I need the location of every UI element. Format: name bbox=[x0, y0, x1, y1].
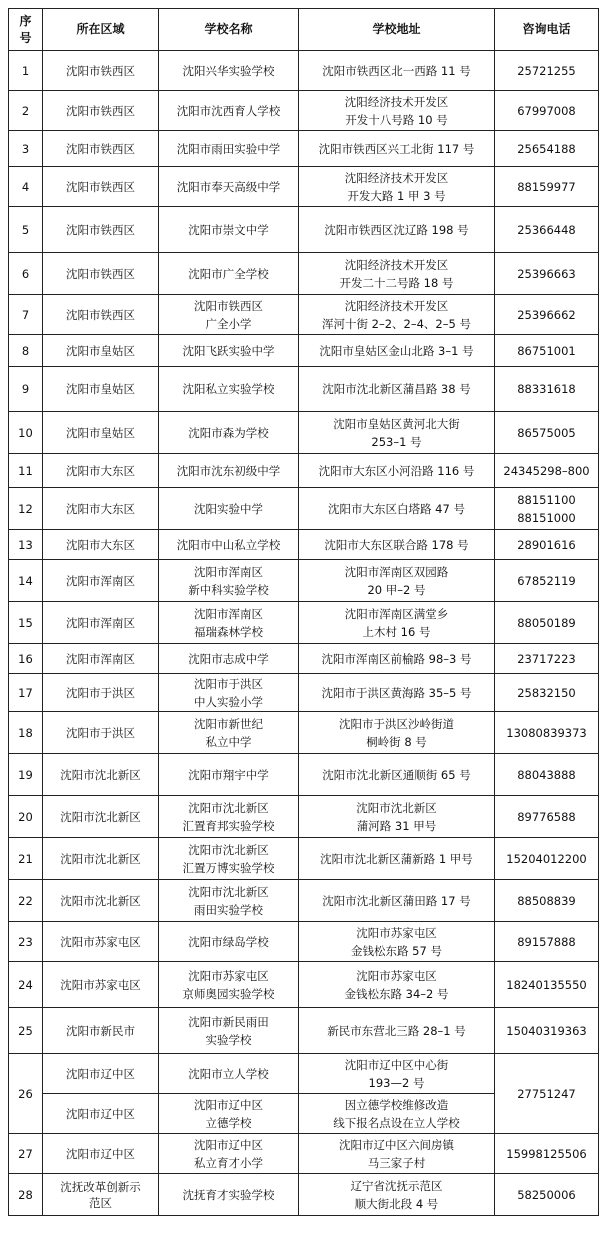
cell-address bbox=[299, 253, 495, 295]
cell-address bbox=[299, 602, 495, 644]
address-line: 顺大街北段 4 号 bbox=[354, 1196, 439, 1211]
cell-phone bbox=[495, 131, 599, 167]
school-name-line: 沈阳实验中学 bbox=[194, 501, 263, 516]
cell-area: 沈阳市大东区 bbox=[43, 454, 159, 488]
phone-line: 88508839 bbox=[517, 893, 576, 908]
school-name-line: 沈阳飞跃实验中学 bbox=[182, 343, 275, 358]
table-row bbox=[9, 367, 599, 412]
cell-address bbox=[299, 796, 495, 838]
header-area: 所在区域 bbox=[43, 9, 159, 51]
school-name-line: 福瑞森林学校 bbox=[194, 624, 263, 639]
phone-line: 25396663 bbox=[517, 266, 576, 281]
table-row bbox=[9, 91, 599, 131]
cell-address bbox=[299, 51, 495, 91]
school-name-line: 沈阳市立人学校 bbox=[188, 1066, 269, 1081]
cell-phone bbox=[495, 1134, 599, 1174]
cell-area: 沈阳市沈北新区 bbox=[43, 796, 159, 838]
address-line: 因立德学校维修改造 bbox=[344, 1097, 449, 1112]
school-name-line: 沈阳市雨田实验中学 bbox=[176, 141, 281, 156]
address-line: 沈阳市浑南区双园路 bbox=[344, 564, 449, 579]
school-name-line: 沈阳市浑南区 bbox=[194, 606, 263, 621]
cell-school bbox=[159, 207, 299, 253]
address-line: 开发十八号路 10 号 bbox=[345, 112, 448, 127]
cell-seq: 14 bbox=[9, 560, 43, 602]
school-name-line: 沈阳市沈北新区 bbox=[188, 842, 269, 857]
cell-phone bbox=[495, 1008, 599, 1054]
address-line: 20 甲–2 号 bbox=[367, 582, 426, 597]
cell-address bbox=[299, 1054, 495, 1094]
header-school: 学校名称 bbox=[159, 9, 299, 51]
phone-line: 13080839373 bbox=[506, 725, 587, 740]
table-row bbox=[9, 1134, 599, 1174]
cell-school bbox=[159, 644, 299, 674]
cell-area: 沈阳市铁西区 bbox=[43, 295, 159, 335]
cell-school bbox=[159, 1054, 299, 1094]
address-line: 沈阳市沈北新区 bbox=[356, 800, 437, 815]
cell-seq: 28 bbox=[9, 1174, 43, 1216]
address-line: 沈阳市皇姑区金山北路 3–1 号 bbox=[319, 343, 474, 358]
address-line: 沈阳市大东区小河沿路 116 号 bbox=[318, 463, 475, 478]
phone-line: 25832150 bbox=[517, 685, 576, 700]
cell-area: 沈阳市于洪区 bbox=[43, 674, 159, 712]
phone-line: 18240135550 bbox=[506, 977, 587, 992]
school-name-line: 沈阳市浑南区 bbox=[194, 564, 263, 579]
address-line: 253–1 号 bbox=[371, 434, 422, 449]
phone-line: 15040319363 bbox=[506, 1023, 587, 1038]
cell-area: 沈阳市浑南区 bbox=[43, 644, 159, 674]
cell-seq: 25 bbox=[9, 1008, 43, 1054]
cell-phone bbox=[495, 253, 599, 295]
cell-seq: 15 bbox=[9, 602, 43, 644]
address-line: 沈阳市沈北新区蒲新路 1 甲号 bbox=[320, 851, 473, 866]
address-line: 沈阳市浑南区前榆路 98–3 号 bbox=[321, 651, 472, 666]
cell-seq: 9 bbox=[9, 367, 43, 412]
cell-phone bbox=[495, 91, 599, 131]
cell-area: 沈阳市皇姑区 bbox=[43, 335, 159, 367]
cell-seq: 16 bbox=[9, 644, 43, 674]
cell-phone bbox=[495, 488, 599, 530]
school-name-line: 沈阳市奉天高级中学 bbox=[176, 179, 281, 194]
phone-line: 88159977 bbox=[517, 179, 576, 194]
cell-area: 沈阳市大东区 bbox=[43, 488, 159, 530]
cell-school bbox=[159, 51, 299, 91]
cell-school bbox=[159, 295, 299, 335]
school-name-line: 沈阳市新世纪 bbox=[194, 716, 263, 731]
table-row bbox=[9, 1054, 599, 1094]
cell-address bbox=[299, 922, 495, 962]
cell-seq: 11 bbox=[9, 454, 43, 488]
cell-seq: 18 bbox=[9, 712, 43, 754]
cell-address bbox=[299, 754, 495, 796]
cell-phone bbox=[495, 367, 599, 412]
cell-phone bbox=[495, 207, 599, 253]
cell-seq: 6 bbox=[9, 253, 43, 295]
cell-address bbox=[299, 838, 495, 880]
cell-seq: 21 bbox=[9, 838, 43, 880]
table-row bbox=[9, 1008, 599, 1054]
phone-line: 25721255 bbox=[517, 63, 576, 78]
cell-school bbox=[159, 838, 299, 880]
cell-school bbox=[159, 335, 299, 367]
cell-address bbox=[299, 367, 495, 412]
cell-school bbox=[159, 922, 299, 962]
address-line: 沈阳经济技术开发区 bbox=[344, 257, 449, 272]
address-line: 沈阳市铁西区兴工北街 117 号 bbox=[318, 141, 475, 156]
cell-school bbox=[159, 131, 299, 167]
cell-area: 沈阳市苏家屯区 bbox=[43, 962, 159, 1008]
cell-seq: 7 bbox=[9, 295, 43, 335]
address-line: 沈阳市浑南区满堂乡 bbox=[344, 606, 449, 621]
address-line: 沈阳经济技术开发区 bbox=[344, 94, 449, 109]
table-row bbox=[9, 51, 599, 91]
table-body bbox=[9, 51, 599, 1216]
phone-line: 23717223 bbox=[517, 651, 576, 666]
school-name-line: 沈阳市辽中区 bbox=[194, 1097, 263, 1112]
school-name-line: 沈阳市于洪区 bbox=[194, 676, 263, 691]
phone-line: 88050189 bbox=[517, 615, 576, 630]
table-row bbox=[9, 295, 599, 335]
cell-phone bbox=[495, 838, 599, 880]
school-list-table-wrapper bbox=[8, 8, 599, 1216]
cell-area: 沈阳市皇姑区 bbox=[43, 367, 159, 412]
school-name-line: 沈阳市沈北新区 bbox=[188, 884, 269, 899]
cell-school bbox=[159, 530, 299, 560]
cell-seq: 27 bbox=[9, 1134, 43, 1174]
cell-school bbox=[159, 367, 299, 412]
phone-line: 28901616 bbox=[517, 537, 576, 552]
cell-area: 沈阳市沈北新区 bbox=[43, 754, 159, 796]
cell-address bbox=[299, 335, 495, 367]
cell-seq: 10 bbox=[9, 412, 43, 454]
phone-line: 88043888 bbox=[517, 767, 576, 782]
cell-area: 沈阳市浑南区 bbox=[43, 602, 159, 644]
cell-seq: 17 bbox=[9, 674, 43, 712]
cell-phone bbox=[495, 560, 599, 602]
cell-seq: 13 bbox=[9, 530, 43, 560]
school-name-line: 实验学校 bbox=[205, 1032, 252, 1047]
address-line: 沈阳经济技术开发区 bbox=[344, 170, 449, 185]
table-row bbox=[9, 602, 599, 644]
school-name-line: 汇置育邦实验学校 bbox=[182, 818, 275, 833]
address-line: 马三家子村 bbox=[367, 1155, 426, 1170]
cell-phone bbox=[495, 167, 599, 207]
address-line: 沈阳市苏家屯区 bbox=[356, 968, 437, 983]
address-line: 金钱松东路 34–2 号 bbox=[344, 986, 449, 1001]
phone-line: 25366448 bbox=[517, 222, 576, 237]
table-row bbox=[9, 712, 599, 754]
address-line: 辽宁省沈抚示范区 bbox=[350, 1178, 443, 1193]
address-line: 沈阳市大东区白塔路 47 号 bbox=[328, 501, 465, 516]
cell-phone bbox=[495, 962, 599, 1008]
school-name-line: 广全小学 bbox=[205, 316, 252, 331]
cell-address bbox=[299, 1008, 495, 1054]
cell-address bbox=[299, 962, 495, 1008]
address-line: 沈阳市于洪区沙岭街道 bbox=[339, 716, 454, 731]
cell-phone bbox=[495, 754, 599, 796]
cell-phone bbox=[495, 712, 599, 754]
cell-area: 沈阳市大东区 bbox=[43, 530, 159, 560]
cell-address bbox=[299, 712, 495, 754]
school-name-line: 京师奥园实验学校 bbox=[182, 986, 275, 1001]
phone-line: 89157888 bbox=[517, 934, 576, 949]
cell-area: 沈阳市浑南区 bbox=[43, 560, 159, 602]
address-line: 沈阳市沈北新区通顺街 65 号 bbox=[322, 767, 471, 782]
school-name-line: 私立中学 bbox=[205, 734, 252, 749]
cell-area: 沈阳市铁西区 bbox=[43, 131, 159, 167]
table-row bbox=[9, 131, 599, 167]
cell-address bbox=[299, 91, 495, 131]
cell-address bbox=[299, 1134, 495, 1174]
cell-area: 沈阳市铁西区 bbox=[43, 51, 159, 91]
header-seq bbox=[9, 9, 43, 51]
phone-line: 15998125506 bbox=[506, 1146, 587, 1161]
table-header-row bbox=[9, 9, 599, 51]
school-name-line: 沈阳私立实验学校 bbox=[182, 382, 275, 396]
cell-phone bbox=[495, 412, 599, 454]
address-line: 上木村 16 号 bbox=[362, 624, 431, 639]
address-line: 新民市东营北三路 28–1 号 bbox=[327, 1023, 466, 1038]
address-line: 沈阳市沈北新区蒲昌路 38 号 bbox=[322, 382, 471, 396]
school-name-line: 沈阳兴华实验学校 bbox=[182, 63, 275, 78]
cell-seq: 20 bbox=[9, 796, 43, 838]
address-line: 沈阳市苏家屯区 bbox=[356, 925, 437, 940]
cell-area: 沈阳市于洪区 bbox=[43, 712, 159, 754]
cell-seq: 12 bbox=[9, 488, 43, 530]
cell-address bbox=[299, 488, 495, 530]
school-list-table bbox=[8, 8, 599, 1216]
cell-phone bbox=[495, 674, 599, 712]
school-name-line: 沈阳市志成中学 bbox=[188, 651, 269, 666]
table-row bbox=[9, 1174, 599, 1216]
cell-seq: 24 bbox=[9, 962, 43, 1008]
cell-school bbox=[159, 602, 299, 644]
cell-phone bbox=[495, 295, 599, 335]
cell-address bbox=[299, 454, 495, 488]
school-name-line: 沈阳市沈北新区 bbox=[188, 800, 269, 815]
cell-area: 沈阳市辽中区 bbox=[43, 1094, 159, 1134]
school-name-line: 沈阳市铁西区 bbox=[194, 298, 263, 313]
cell-address bbox=[299, 644, 495, 674]
cell-area: 沈阳市辽中区 bbox=[43, 1134, 159, 1174]
address-line: 沈阳市辽中区六间房镇 bbox=[339, 1137, 454, 1152]
phone-line: 86751001 bbox=[517, 343, 576, 358]
table-row bbox=[9, 530, 599, 560]
table-row bbox=[9, 962, 599, 1008]
cell-school bbox=[159, 796, 299, 838]
cell-phone bbox=[495, 335, 599, 367]
phone-line: 58250006 bbox=[517, 1187, 576, 1202]
table-row bbox=[9, 880, 599, 922]
table-row bbox=[9, 335, 599, 367]
school-name-line: 雨田实验学校 bbox=[194, 902, 263, 917]
cell-school bbox=[159, 962, 299, 1008]
cell-phone bbox=[495, 1174, 599, 1216]
phone-line: 15204012200 bbox=[506, 851, 587, 866]
cell-seq: 22 bbox=[9, 880, 43, 922]
table-row bbox=[9, 644, 599, 674]
table-row bbox=[9, 796, 599, 838]
cell-phone bbox=[495, 602, 599, 644]
cell-area: 沈阳市铁西区 bbox=[43, 91, 159, 131]
cell-school bbox=[159, 1008, 299, 1054]
school-name-line: 沈阳市翔宇中学 bbox=[188, 767, 269, 782]
address-line: 蒲河路 31 甲号 bbox=[356, 818, 437, 833]
address-line: 桐岭街 8 号 bbox=[366, 734, 427, 749]
phone-line: 88151100 bbox=[517, 492, 576, 507]
cell-school bbox=[159, 880, 299, 922]
cell-area: 沈阳市沈北新区 bbox=[43, 880, 159, 922]
cell-school bbox=[159, 674, 299, 712]
cell-address bbox=[299, 207, 495, 253]
school-name-line: 沈阳市森为学校 bbox=[188, 425, 269, 440]
cell-phone bbox=[495, 644, 599, 674]
school-name-line: 沈阳市辽中区 bbox=[194, 1137, 263, 1152]
cell-address bbox=[299, 295, 495, 335]
table-row bbox=[9, 207, 599, 253]
cell-address bbox=[299, 560, 495, 602]
school-name-line: 中人实验小学 bbox=[194, 694, 263, 709]
cell-area: 沈阳市皇姑区 bbox=[43, 412, 159, 454]
address-line: 沈阳市辽中区中心街 bbox=[344, 1057, 449, 1072]
address-line: 沈阳市皇姑区黄河北大街 bbox=[333, 416, 460, 431]
cell-phone bbox=[495, 880, 599, 922]
address-line: 沈阳市大东区联合路 178 号 bbox=[324, 537, 469, 552]
address-line: 沈阳市于洪区黄海路 35–5 号 bbox=[321, 685, 472, 700]
school-name-line: 沈阳市绿岛学校 bbox=[188, 934, 269, 949]
header-address: 学校地址 bbox=[299, 9, 495, 51]
phone-line: 86575005 bbox=[517, 425, 576, 440]
table-row bbox=[9, 412, 599, 454]
phone-line: 67997008 bbox=[517, 103, 576, 118]
school-name-line: 沈阳市崇文中学 bbox=[188, 222, 269, 237]
cell-address bbox=[299, 167, 495, 207]
cell-school bbox=[159, 91, 299, 131]
cell-seq: 5 bbox=[9, 207, 43, 253]
cell-area: 沈阳市苏家屯区 bbox=[43, 922, 159, 962]
cell-seq: 8 bbox=[9, 335, 43, 367]
address-line: 沈阳市铁西区北一西路 11 号 bbox=[322, 63, 471, 78]
cell-school bbox=[159, 1094, 299, 1134]
school-name-line: 沈阳市广全学校 bbox=[188, 266, 269, 281]
cell-address bbox=[299, 530, 495, 560]
address-line: 开发大路 1 甲 3 号 bbox=[347, 188, 446, 203]
cell-area: 沈阳市铁西区 bbox=[43, 167, 159, 207]
cell-address bbox=[299, 674, 495, 712]
cell-address bbox=[299, 412, 495, 454]
phone-line: 89776588 bbox=[517, 809, 576, 824]
header-seq-line2: 号 bbox=[19, 30, 32, 45]
address-line: 金钱松东路 57 号 bbox=[351, 943, 442, 958]
table-row bbox=[9, 560, 599, 602]
cell-phone bbox=[495, 796, 599, 838]
cell-phone bbox=[495, 922, 599, 962]
cell-phone bbox=[495, 530, 599, 560]
phone-line: 88331618 bbox=[517, 382, 576, 396]
school-name-line: 立德学校 bbox=[205, 1115, 252, 1130]
school-name-line: 新中科实验学校 bbox=[188, 582, 269, 597]
cell-school bbox=[159, 1174, 299, 1216]
school-name-line: 沈阳市中山私立学校 bbox=[176, 537, 281, 552]
phone-line: 25654188 bbox=[517, 141, 576, 156]
cell-seq: 23 bbox=[9, 922, 43, 962]
address-line: 193—2 号 bbox=[368, 1075, 425, 1090]
cell-phone bbox=[495, 454, 599, 488]
cell-seq: 2 bbox=[9, 91, 43, 131]
phone-line: 24345298–800 bbox=[503, 463, 590, 478]
phone-line: 25396662 bbox=[517, 307, 576, 322]
phone-line: 88151000 bbox=[517, 510, 576, 525]
cell-area: 沈阳市铁西区 bbox=[43, 207, 159, 253]
cell-phone bbox=[495, 51, 599, 91]
cell-school bbox=[159, 754, 299, 796]
header-phone: 咨询电话 bbox=[495, 9, 599, 51]
header-seq-line1: 序 bbox=[19, 13, 32, 28]
table-row bbox=[9, 838, 599, 880]
school-name-line: 沈阳市沈西育人学校 bbox=[176, 103, 281, 118]
cell-seq: 1 bbox=[9, 51, 43, 91]
cell-area: 沈阳市铁西区 bbox=[43, 253, 159, 295]
cell-seq: 26 bbox=[9, 1054, 43, 1134]
school-name-line: 沈抚育才实验学校 bbox=[182, 1187, 275, 1202]
cell-school bbox=[159, 167, 299, 207]
table-row bbox=[9, 922, 599, 962]
phone-line: 67852119 bbox=[517, 573, 576, 588]
cell-phone bbox=[495, 1054, 599, 1134]
table-row bbox=[9, 253, 599, 295]
address-line: 沈阳经济技术开发区 bbox=[344, 298, 449, 313]
cell-seq: 4 bbox=[9, 167, 43, 207]
school-name-line: 私立育才小学 bbox=[194, 1155, 263, 1170]
cell-school bbox=[159, 1134, 299, 1174]
school-name-line: 汇置万博实验学校 bbox=[182, 860, 275, 875]
cell-area: 沈阳市新民市 bbox=[43, 1008, 159, 1054]
cell-school bbox=[159, 712, 299, 754]
cell-school bbox=[159, 454, 299, 488]
table-row bbox=[9, 488, 599, 530]
cell-area: 沈阳市辽中区 bbox=[43, 1054, 159, 1094]
cell-address bbox=[299, 131, 495, 167]
address-line: 线下报名点设在立人学校 bbox=[333, 1115, 460, 1130]
school-name-line: 沈阳市沈东初级中学 bbox=[176, 463, 281, 478]
cell-address bbox=[299, 1174, 495, 1216]
cell-address bbox=[299, 880, 495, 922]
cell-school bbox=[159, 560, 299, 602]
table-row bbox=[9, 454, 599, 488]
cell-school bbox=[159, 412, 299, 454]
cell-area: 沈抚改革创新示范区 bbox=[43, 1174, 159, 1216]
address-line: 沈阳市铁西区沈辽路 198 号 bbox=[324, 222, 469, 237]
cell-school bbox=[159, 253, 299, 295]
table-row bbox=[9, 754, 599, 796]
address-line: 浑河十街 2–2、2–4、2–5 号 bbox=[322, 316, 471, 331]
cell-address bbox=[299, 1094, 495, 1134]
cell-area: 沈阳市沈北新区 bbox=[43, 838, 159, 880]
cell-school bbox=[159, 488, 299, 530]
address-line: 开发二十二号路 18 号 bbox=[339, 275, 454, 290]
address-line: 沈阳市沈北新区蒲田路 17 号 bbox=[322, 893, 471, 908]
table-row bbox=[9, 167, 599, 207]
cell-seq: 3 bbox=[9, 131, 43, 167]
cell-seq: 19 bbox=[9, 754, 43, 796]
phone-line: 27751247 bbox=[517, 1086, 576, 1101]
school-name-line: 沈阳市苏家屯区 bbox=[188, 968, 269, 983]
table-row bbox=[9, 674, 599, 712]
school-name-line: 沈阳市新民雨田 bbox=[188, 1014, 269, 1029]
